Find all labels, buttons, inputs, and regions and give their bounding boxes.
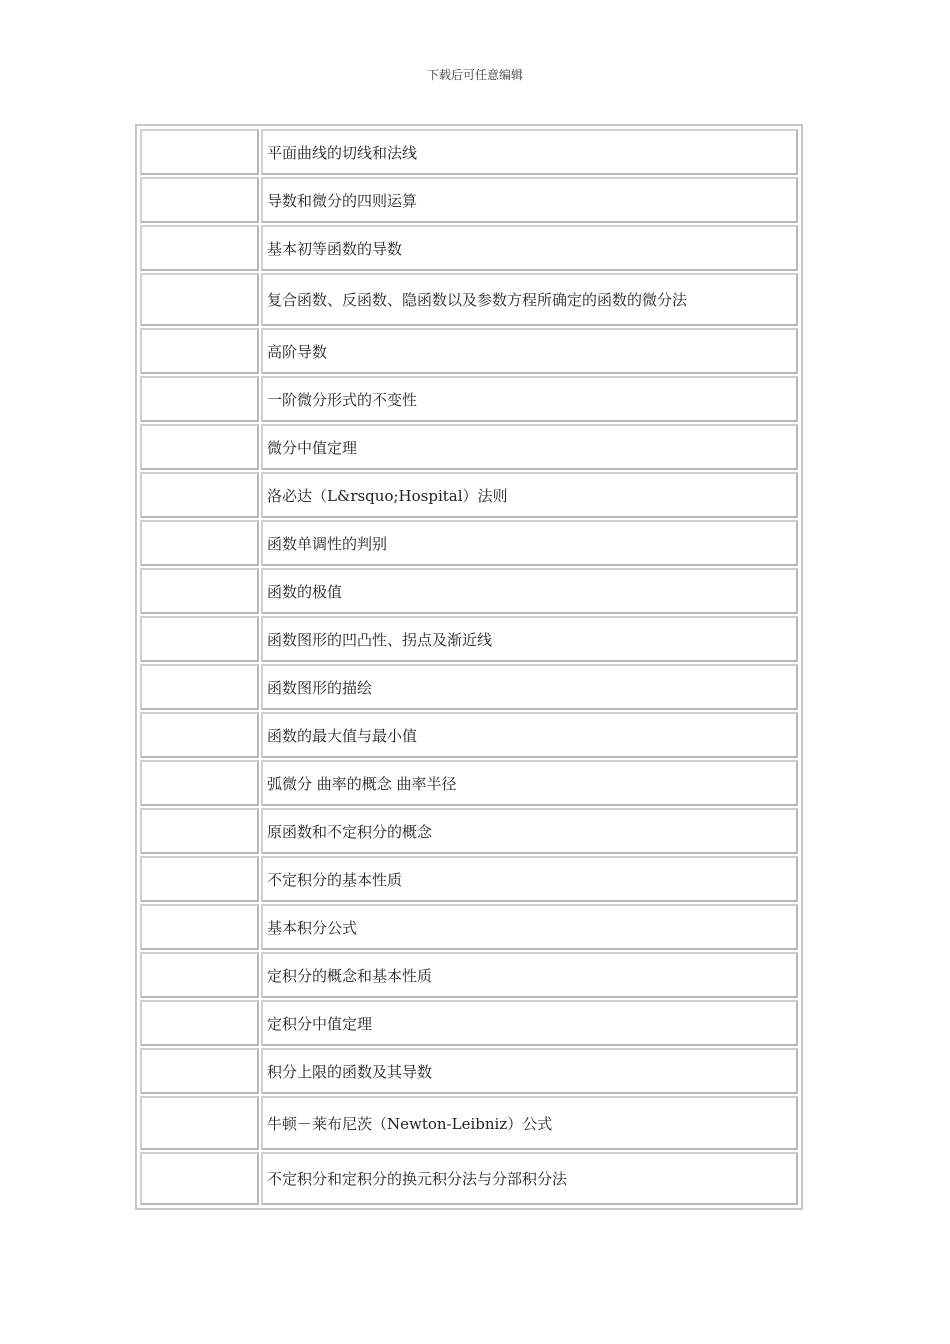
topic-table xyxy=(135,124,803,1210)
table-cell-topic: 基本积分公式 xyxy=(261,904,798,950)
table-cell-topic: 定积分中值定理 xyxy=(261,1000,798,1046)
table-cell-topic: 复合函数、反函数、隐函数以及参数方程所确定的函数的微分法 xyxy=(261,273,798,326)
table-cell-empty xyxy=(140,328,259,374)
table-row xyxy=(139,128,799,176)
table-cell-topic: 导数和微分的四则运算 xyxy=(261,177,798,223)
table-cell-topic: 函数单调性的判别 xyxy=(261,520,798,566)
table-row xyxy=(139,855,799,903)
table-cell-empty xyxy=(140,273,259,326)
table-cell-empty xyxy=(140,856,259,902)
table-row xyxy=(139,807,799,855)
table-cell-empty xyxy=(140,952,259,998)
table-cell-empty xyxy=(140,376,259,422)
table-cell-empty xyxy=(140,472,259,518)
table-row xyxy=(139,951,799,999)
table-row xyxy=(139,1095,799,1151)
table-cell-empty xyxy=(140,904,259,950)
page-header: 下载后可任意编辑 xyxy=(426,68,523,82)
table-row xyxy=(139,327,799,375)
table-row xyxy=(139,423,799,471)
table-row xyxy=(139,711,799,759)
table-row xyxy=(139,567,799,615)
table-cell-empty xyxy=(140,808,259,854)
table-row xyxy=(139,375,799,423)
table-cell-topic: 平面曲线的切线和法线 xyxy=(261,129,798,175)
table-cell-topic: 不定积分和定积分的换元积分法与分部积分法 xyxy=(261,1152,798,1205)
table-row xyxy=(139,272,799,327)
table-cell-topic: 不定积分的基本性质 xyxy=(261,856,798,902)
table-row xyxy=(139,999,799,1047)
table-cell-topic: 函数的最大值与最小值 xyxy=(261,712,798,758)
table-row xyxy=(139,224,799,272)
table-cell-topic: 函数图形的描绘 xyxy=(261,664,798,710)
table-cell-empty xyxy=(140,1048,259,1094)
table-cell-empty xyxy=(140,424,259,470)
table-cell-empty xyxy=(140,1000,259,1046)
table-cell-empty xyxy=(140,129,259,175)
table-cell-topic: 牛顿－莱布尼茨（Newton-Leibniz）公式 xyxy=(261,1096,798,1150)
table-row xyxy=(139,1047,799,1095)
table-row xyxy=(139,471,799,519)
table-cell-empty xyxy=(140,616,259,662)
table-cell-topic: 原函数和不定积分的概念 xyxy=(261,808,798,854)
table-cell-empty xyxy=(140,1096,259,1150)
table-cell-topic: 弧微分 曲率的概念 曲率半径 xyxy=(261,760,798,806)
table-cell-empty xyxy=(140,225,259,271)
table-row xyxy=(139,1151,799,1206)
table-cell-empty xyxy=(140,1152,259,1205)
table-cell-empty xyxy=(140,568,259,614)
table-cell-empty xyxy=(140,712,259,758)
table-row xyxy=(139,663,799,711)
table-cell-topic: 积分上限的函数及其导数 xyxy=(261,1048,798,1094)
table-cell-topic: 微分中值定理 xyxy=(261,424,798,470)
table-cell-topic: 函数的极值 xyxy=(261,568,798,614)
table-row xyxy=(139,903,799,951)
table-cell-topic: 高阶导数 xyxy=(261,328,798,374)
table-cell-topic: 定积分的概念和基本性质 xyxy=(261,952,798,998)
table-row xyxy=(139,519,799,567)
table-cell-empty xyxy=(140,760,259,806)
table-cell-empty xyxy=(140,664,259,710)
table-cell-topic: 一阶微分形式的不变性 xyxy=(261,376,798,422)
table-row xyxy=(139,176,799,224)
table-cell-topic: 函数图形的凹凸性、拐点及渐近线 xyxy=(261,616,798,662)
table-row xyxy=(139,759,799,807)
table-cell-empty xyxy=(140,177,259,223)
table-cell-empty xyxy=(140,520,259,566)
table-cell-topic: 洛必达（L&rsquo;Hospital）法则 xyxy=(261,472,798,518)
table-cell-topic: 基本初等函数的导数 xyxy=(261,225,798,271)
table-row xyxy=(139,615,799,663)
